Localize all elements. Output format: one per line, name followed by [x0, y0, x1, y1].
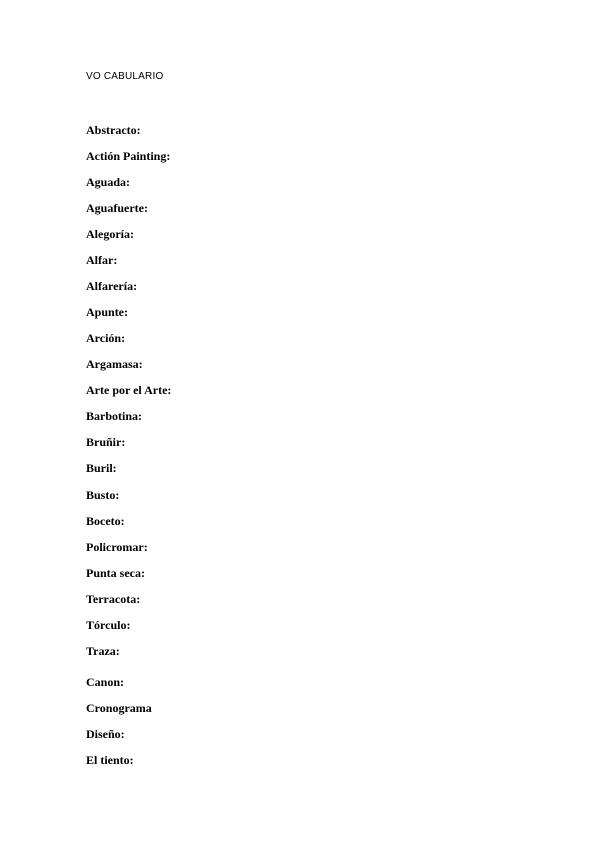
vocabulary-term: Aguafuerte: [86, 201, 148, 215]
vocabulary-term: Barbotina: [86, 409, 143, 423]
vocabulary-term: Arte por el Arte: [86, 383, 172, 397]
vocabulary-term: Diseño: [86, 727, 125, 741]
vocabulary-term: Boceto: [86, 514, 125, 528]
vocabulary-term: Alfarería: [86, 279, 138, 293]
vocabulary-term: El tiento: [86, 753, 134, 767]
vocabulary-term: Actión Painting: [86, 149, 171, 163]
vocabulary-term: Apunte: [86, 305, 129, 319]
vocabulary-term: Alegoría: [86, 227, 134, 241]
vocabulary-term: Bruñir: [86, 435, 126, 449]
vocabulary-term: Cronograma [86, 701, 152, 715]
vocabulary-term: Traza: [86, 644, 120, 658]
vocabulary-term: Tórculo: [86, 618, 131, 632]
vocabulary-term: Policromar: [86, 540, 148, 554]
vocabulary-term: Terracota: [86, 592, 141, 606]
vocabulary-term: Alfar: [86, 253, 118, 267]
vocabulary-term: Aguada: [86, 175, 131, 189]
vocabulary-term: Buril: [86, 461, 117, 475]
page-heading: VO CABULARIO [86, 71, 164, 82]
vocabulary-term: Punta seca: [86, 566, 145, 580]
vocabulary-term: Busto: [86, 488, 120, 502]
vocabulary-term: Arción: [86, 331, 126, 345]
vocabulary-term: Argamasa: [86, 357, 143, 371]
vocabulary-term: Canon: [86, 675, 125, 689]
vocabulary-term: Abstracto: [86, 123, 141, 137]
